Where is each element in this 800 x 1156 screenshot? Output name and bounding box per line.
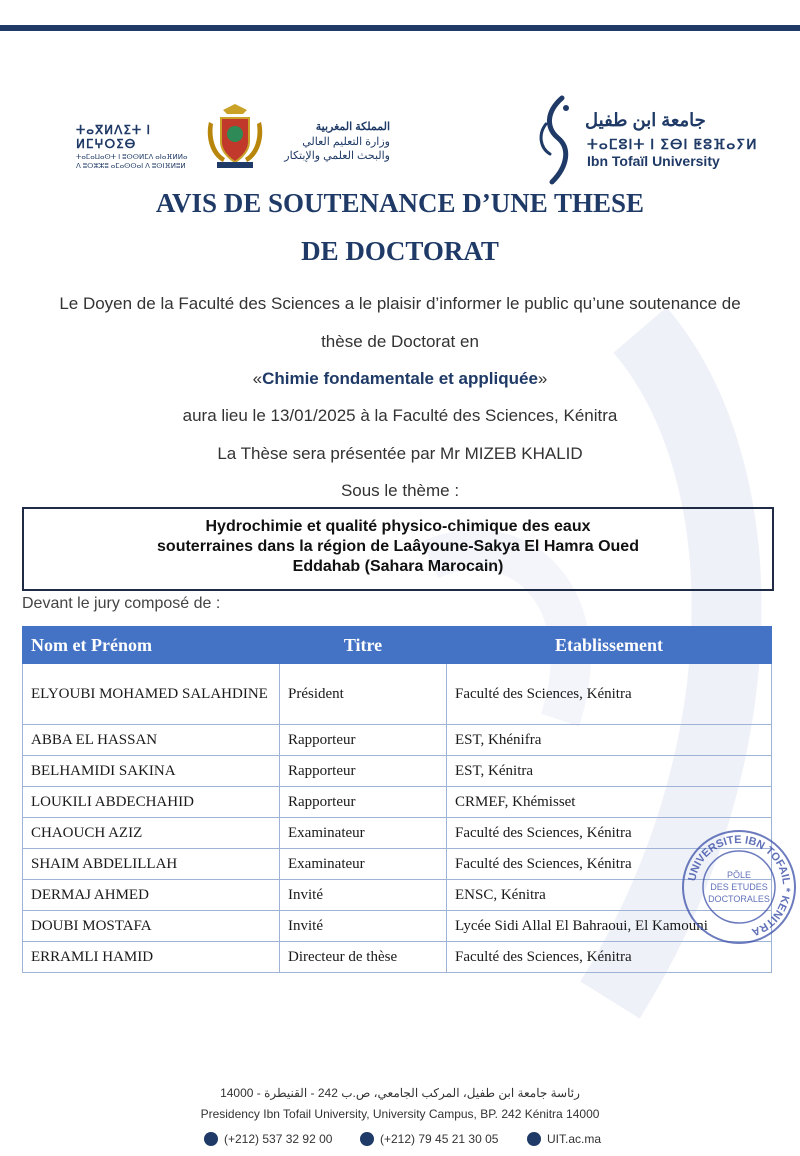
member-etablissement: Faculté des Sciences, Kénitra (447, 849, 772, 880)
table-row (23, 818, 772, 849)
header-etablissement: Etablissement (447, 627, 772, 664)
member-etablissement: Faculté des Sciences, Kénitra (447, 664, 772, 725)
footer-address-english: Presidency Ibn Tofail University, University Campus, BP. 242 Kénitra 14000 (200, 1107, 600, 1121)
speciality: «Chimie fondamentale et appliquée» (252, 369, 548, 388)
university-arabic-name: جامعة ابن طفيل (585, 110, 706, 130)
stamp-center-line: PÔLE (726, 870, 752, 880)
stamp-center-line: DOCTORALES (708, 894, 770, 904)
globe-icon (527, 1132, 541, 1146)
member-etablissement: Lycée Sidi Allal El Bahraoui, El Kamouni (447, 911, 772, 942)
table-row (23, 942, 772, 973)
member-titre: Examinateur (280, 849, 447, 880)
page-title-line1: AVIS DE SOUTENANCE D’UNE THESE (155, 188, 645, 218)
official-stamp (680, 828, 798, 946)
fax-icon (360, 1132, 374, 1146)
university-english-name: Ibn Tofaïl University (587, 153, 720, 169)
member-etablissement: ENSC, Kénitra (447, 880, 772, 911)
theme-line: Eddahab (Sahara Marocain) (292, 558, 504, 575)
footer-address-arabic: رئاسة جامعة ابن طفيل، المركب الجامعي، ص.ب 242 - القنيطرة - 14000 (220, 1086, 580, 1100)
table-row (23, 787, 772, 818)
member-name: DOUBI MOSTAFA (23, 911, 280, 942)
member-titre: Invité (280, 880, 447, 911)
member-titre: Rapporteur (280, 756, 447, 787)
member-titre: Président (280, 664, 447, 725)
member-titre: Examinateur (280, 818, 447, 849)
stamp-center-line: DES ETUDES (710, 882, 768, 892)
jury-label: Devant le jury composé de : (22, 595, 221, 612)
jury-table (22, 626, 772, 973)
table-row (23, 725, 772, 756)
member-name: LOUKILI ABDECHAHID (23, 787, 280, 818)
phone-icon (204, 1132, 218, 1146)
university-logo-icon (532, 94, 580, 186)
member-name: BELHAMIDI SAKINA (23, 756, 280, 787)
intro-line2: thèse de Doctorat en (321, 332, 479, 351)
date-line: aura lieu le 13/01/2025 à la Faculté des Sciences, Kénitra (182, 406, 618, 425)
member-name: CHAOUCH AZIZ (23, 818, 280, 849)
member-name: ERRAMLI HAMID (23, 942, 280, 973)
member-name: SHAIM ABDELILLAH (23, 849, 280, 880)
presenter-line: La Thèse sera présentée par Mr MIZEB KHALID (217, 444, 583, 463)
member-etablissement: EST, Kénitra (447, 756, 772, 787)
header-titre: Titre (280, 627, 447, 664)
theme-box (22, 507, 774, 591)
footer-fax: (+212) 79 45 21 30 05 (360, 1132, 498, 1146)
table-row (23, 849, 772, 880)
header-name: Nom et Prénom (23, 627, 280, 664)
member-titre: Rapporteur (280, 787, 447, 818)
member-etablissement: CRMEF, Khémisset (447, 787, 772, 818)
table-row (23, 756, 772, 787)
member-name: ELYOUBI MOHAMED SALAHDINE (23, 664, 280, 725)
member-etablissement: Faculté des Sciences, Kénitra (447, 942, 772, 973)
intro-line1: Le Doyen de la Faculté des Sciences a le plaisir d’informer le public qu’une soutenance de (59, 294, 741, 313)
member-name: DERMAJ AHMED (23, 880, 280, 911)
table-header-row (23, 627, 772, 664)
footer-phone: (+212) 537 32 92 00 (204, 1132, 332, 1146)
member-titre: Rapporteur (280, 725, 447, 756)
theme-label: Sous le thème : (340, 481, 460, 500)
theme-line: Hydrochimie et qualité physico-chimique des eaux (205, 518, 591, 535)
member-titre: Invité (280, 911, 447, 942)
ministry-amazigh-text: ⵜⴰⴳⵍⴷⵉⵜ ⵏ ⵍⵎⵖⵔⵉⴱ ⵜⴰⵎⴰⵡⴰⵙⵜ ⵏ ⵓⵙⵙⵍⵎⴷ ⴰⵏⴰⴼⵍⵍⴰ ⴷ ⵓⵔⵣⵣⵓ ⴰⵎⴰⵙⵙⴰⵏ ⴷ ⵓⵙⵏⴼⵍⵓⵍ (76, 123, 188, 170)
member-etablissement: Faculté des Sciences, Kénitra (447, 818, 772, 849)
university-amazigh-name: ⵜⴰⵎⵓⵏⵜ ⵏ ⵉⴱⵏ ⵟⵓⴼⴰⵢⵍ (587, 136, 758, 152)
member-etablissement: EST, Khénifra (447, 725, 772, 756)
ministry-arabic-text: المملكة المغربية وزارة التعليم العالي والبحث العلمي والإبتكار (284, 121, 390, 162)
table-row (23, 880, 772, 911)
speciality-name: Chimie fondamentale et appliquée (262, 369, 538, 388)
stamp-ring-text: UNIVERSITE IBN TOFAIL * KENITRA (686, 833, 793, 938)
footer-website[interactable]: UIT.ac.ma (527, 1132, 601, 1146)
member-name: ABBA EL HASSAN (23, 725, 280, 756)
coat-of-arms-icon (203, 102, 267, 170)
top-bar (0, 25, 800, 31)
theme-line: souterraines dans la région de Laâyoune-Sakya El Hamra Oued (157, 538, 639, 555)
page-title-line2: DE DOCTORAT (301, 236, 499, 266)
member-titre: Directeur de thèse (280, 942, 447, 973)
table-row (23, 911, 772, 942)
table-row (23, 664, 772, 725)
